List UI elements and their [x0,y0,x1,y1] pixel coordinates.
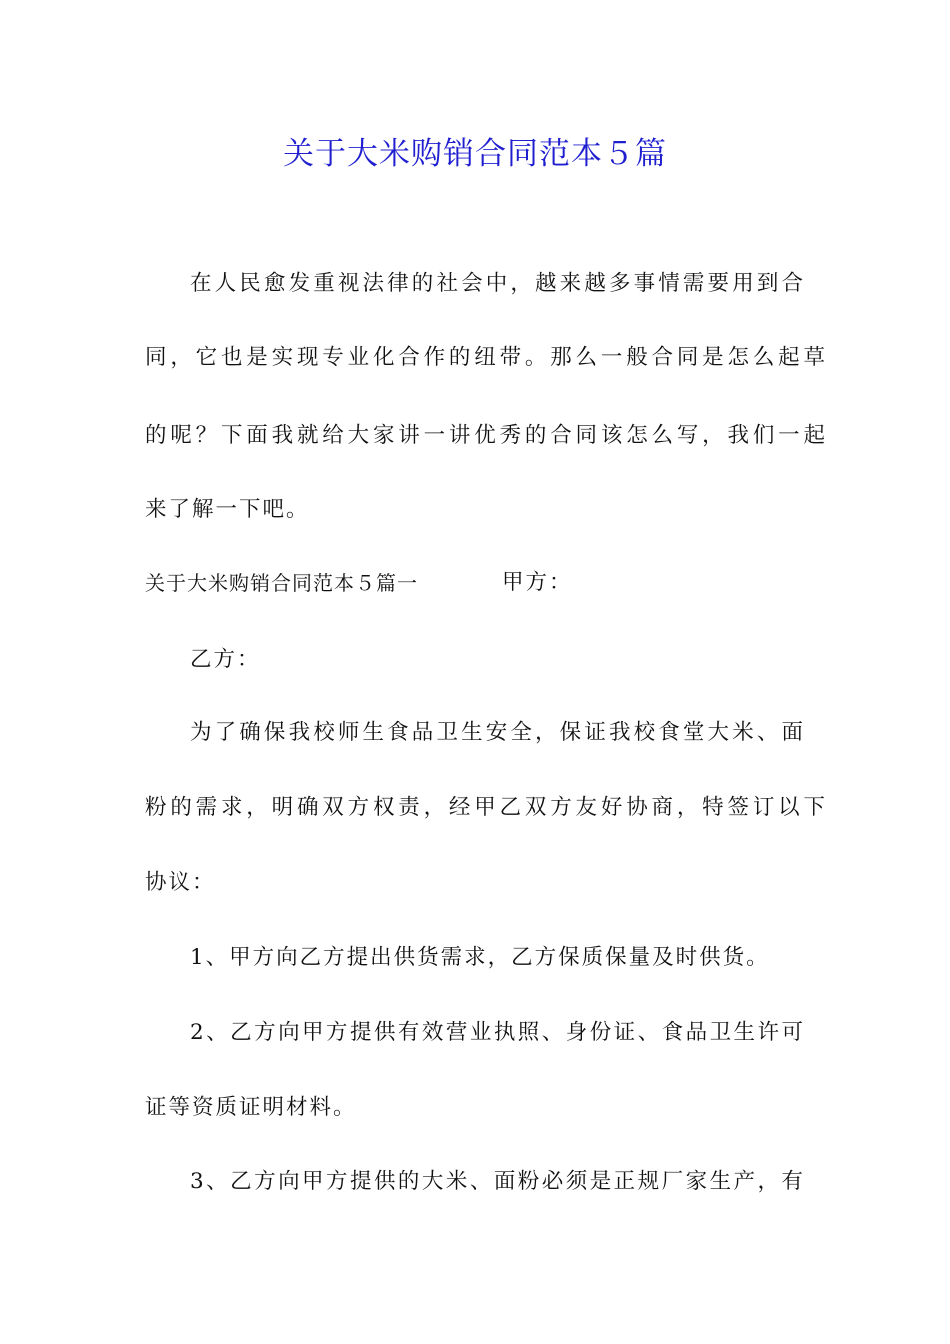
intro-line-3: 的呢？下面我就给大家讲一讲优秀的合同该怎么写，我们一起 [145,423,825,448]
clause-3-line-1: 3、乙方向甲方提供的大米、面粉必须是正规厂家生产，有 [190,1169,803,1194]
clause-2-line-2: 证等资质证明材料。 [145,1095,357,1120]
intro-line-2: 同，它也是实现专业化合作的纽带。那么一般合同是怎么起草 [145,345,825,370]
purpose-line-1: 为了确保我校师生食品卫生安全，保证我校食堂大米、面 [190,720,803,745]
party-a-label: 甲方： [502,570,573,595]
intro-line-4: 来了解一下吧。 [145,497,310,522]
clause-1: 1、甲方向乙方提出供货需求，乙方保质保量及时供货。 [190,945,770,970]
document-title: 关于大米购销合同范本５篇 [283,136,667,172]
intro-line-1: 在人民愈发重视法律的社会中，越来越多事情需要用到合 [190,271,803,296]
clause-2-line-1: 2、乙方向甲方提供有效营业执照、身份证、食品卫生许可 [190,1020,803,1045]
purpose-line-2: 粉的需求，明确双方权责，经甲乙双方友好协商，特签订以下 [145,795,825,820]
purpose-line-3: 协议： [145,870,216,895]
party-b-label: 乙方： [190,647,261,672]
section-heading: 关于大米购销合同范本５篇一 [145,571,418,595]
